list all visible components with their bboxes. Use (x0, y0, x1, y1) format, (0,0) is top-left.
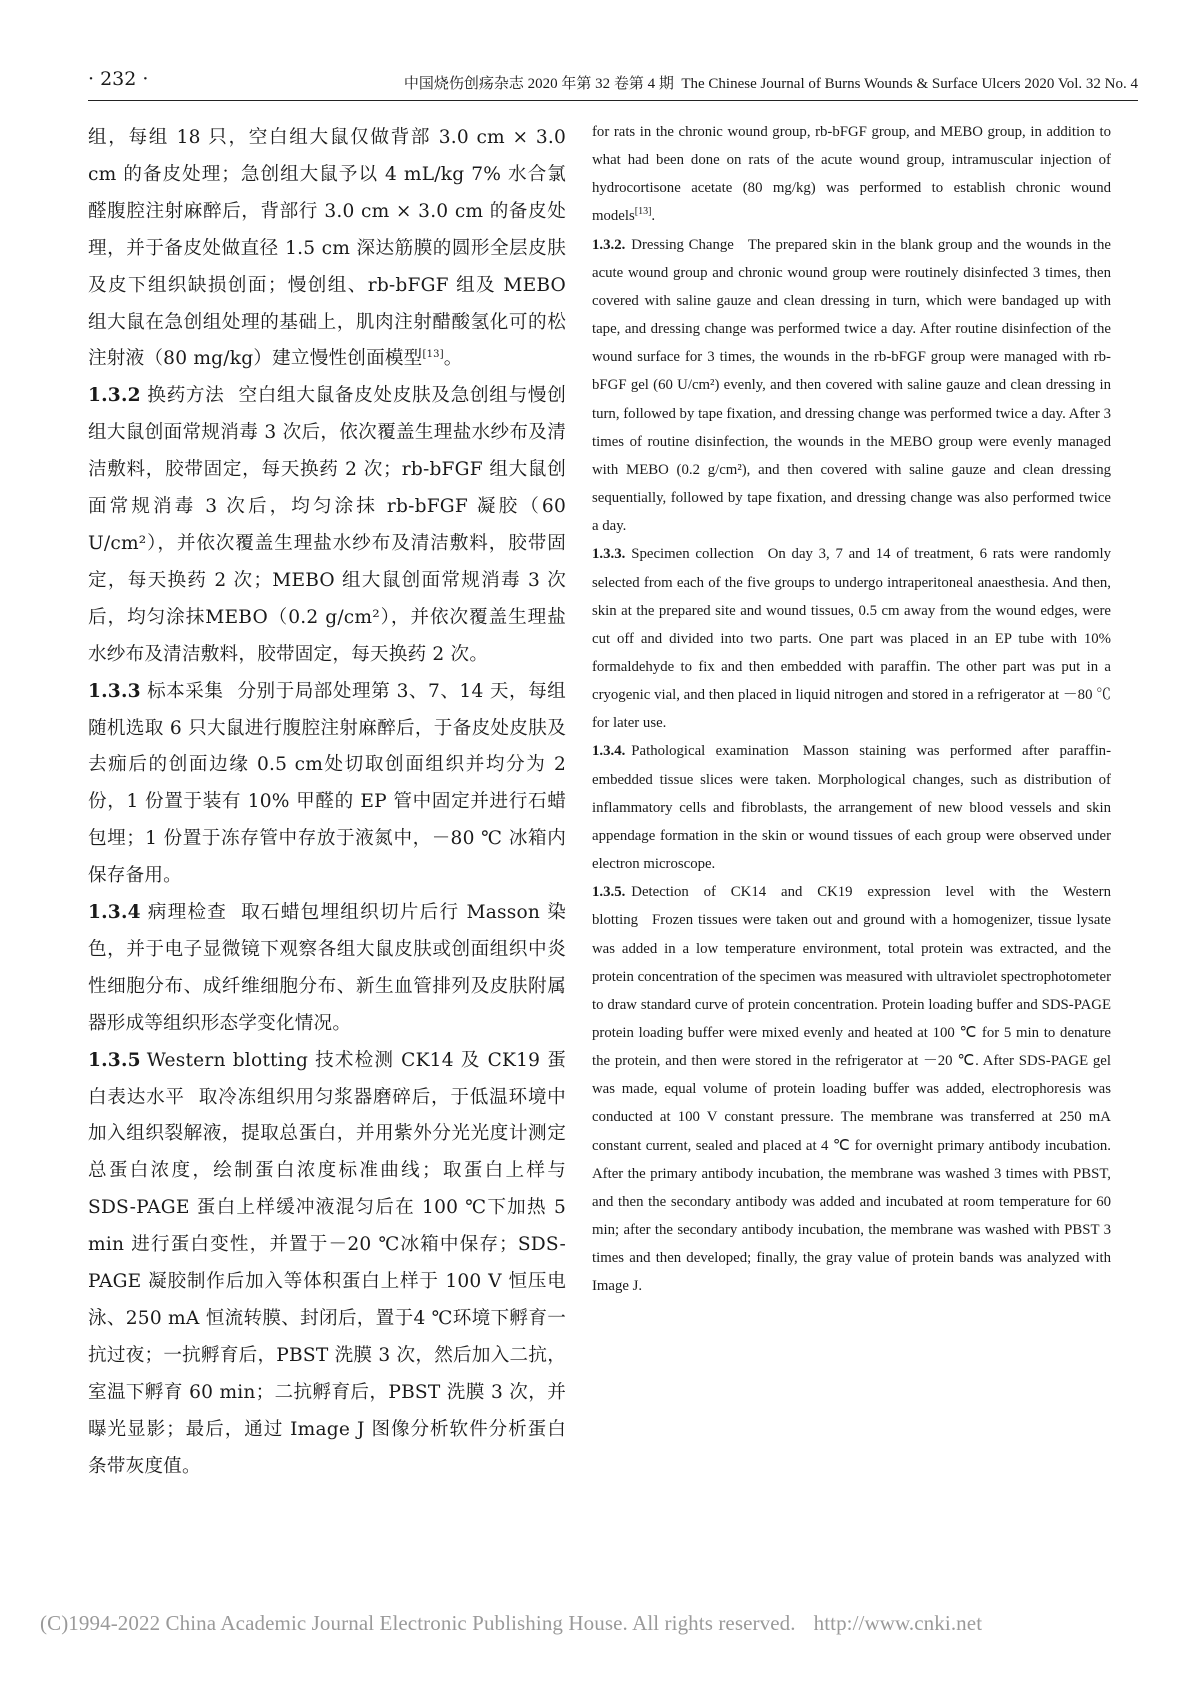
section-title: Specimen collection (631, 546, 754, 563)
section-body: The prepared skin in the blank group and the wounds in the acute wound group and chronic wound group were routinely disinfected 3 times, then covered with saline gauze and clean dressing in turn, which were bandaged up with tape, and dressing change was performed twice a day. After routine disinfection of the wound surface for 3 times, the wounds in the rb-bFGF group were managed with rb-bFGF gel (60 U/cm²) evenly, and then covered with saline gauze and clean dressing in turn, followed by tape fixation, and dressing change was performed twice a day. After 3 times of routine disinfection, the wounds in the MEBO group were evenly managed with MEBO (0.2 g/cm²), and then covered with saline gauze and clean dressing sequentially, followed by tape fixation, and dressing change was also performed twice a day. (592, 236, 1111, 535)
section-title: 标本采集 (146, 680, 224, 702)
section-body: 空白组大鼠备皮处皮肤及急创组与慢创组大鼠创面常规消毒 3 次后，依次覆盖生理盐水纱布及清洁敷料，胶带固定，每天换药 2 次；rb-bFGF 组大鼠创面常规消毒 3 次后，均匀涂抹 rb-bFGF 凝胶（60 U/cm²），并依次覆盖生理盐水纱布及清洁敷料，胶带固定，每天换药 2 次；MEBO 组大鼠创面常规消毒 3 次后，均匀涂抹MEBO（0.2 g/cm²），并依次覆盖生理盐水纱布及清洁敷料，胶带固定，每天换药 2 次。 (88, 385, 566, 665)
right-column-english (592, 118, 1111, 1301)
section-title: Pathological examination (631, 743, 789, 760)
section-number: 1.3.3 (88, 680, 141, 702)
section-title: 病理检查 (146, 902, 228, 924)
section-body: Frozen tissues were taken out and ground with a homogenizer, tissue lysate was added in a low temperature environment, total protein was extracted, and the protein concentration of the specimen was measured with ultraviolet spectrophotometer to draw standard curve of protein concentration. Protein loading buffer and SDS-PAGE protein loading buffer were mixed evenly and heated at 100 ℃ for 5 min to denature the protein, and then were stored in the refrigerator at －20 ℃. After SDS-PAGE gel was made, equal volume of protein loading buffer was added, electrophoresis was conducted at 100 V constant pressure. The membrane was transferred at 250 mA constant current, sealed and placed at 4 ℃ for overnight primary antibody incubation. After the primary antibody incubation, the membrane was washed 3 times with PBST, and then the secondary antibody was added and incubated at room temperature for 60 min; after the secondary antibody incubation, the membrane was washed with PBST 3 times and then developed; finally, the gray value of protein bands was analyzed with Image J. (592, 912, 1111, 1295)
section-body: Masson staining was performed after paraffin-embedded tissue slices were taken. Morphological changes, such as distribution of inflammatory cells and fibroblasts, the arrangement of new blood vessels and skin appendage formation in the skin or wound tissues of each group were observed under electron microscope. (592, 743, 1112, 873)
section-title: Dressing Change (631, 236, 734, 253)
section-en-1-3-4 (592, 737, 1111, 878)
section-en-1-3-3 (592, 540, 1111, 737)
section-body: 取冷冻组织用匀浆器磨碎后，于低温环境中加入组织裂解液，提取总蛋白，并用紫外分光光度计测定总蛋白浓度，绘制蛋白浓度标准曲线；取蛋白上样与 SDS-PAGE 蛋白上样缓冲液混匀后在 100 ℃下加热 5 min 进行蛋白变性，并置于－20 ℃冰箱中保存；SDS-PAGE 凝胶制作后加入等体积蛋白上样于 100 V 恒压电泳、250 mA 恒流转膜、封闭后，置于4 ℃环境下孵育一抗过夜；一抗孵育后，PBST 洗膜 3 次，然后加入二抗，室温下孵育 60 min；二抗孵育后，PBST 洗膜 3 次，并曝光显影；最后，通过 Image J 图像分析软件分析蛋白条带灰度值。 (88, 1086, 566, 1477)
page-header (88, 64, 1138, 101)
section-en-1-3-5 (592, 878, 1111, 1300)
section-en-1-3-2 (592, 231, 1111, 541)
section-cn-1-3-4 (88, 895, 566, 1043)
section-title: 换药方法 (146, 385, 225, 407)
section-cn-1-3-5 (88, 1043, 566, 1486)
section-number: 1.3.5. (592, 884, 626, 901)
section-title: Detection of CK14 and CK19 expression level with the Western blotting (592, 884, 1111, 929)
paragraph-en-intro: for rats in the chronic wound group, rb-bFGF group, and MEBO group, in addition to what had been done on rats of the acute wound group, intramuscular injection of hydrocortisone acetate (80 mg/kg) was performed to establish chronic wound models[13]. (592, 124, 1111, 225)
section-cn-1-3-2 (88, 378, 566, 673)
citation-ref: [13] (422, 349, 444, 361)
section-title: Western blotting 技术检测 CK14 及 CK19 蛋白表达水平 (88, 1049, 566, 1108)
running-head (404, 72, 1138, 93)
section-body: 取石蜡包埋组织切片后行 Masson 染色，并于电子显微镜下观察各组大鼠皮肤或创面组织中炎性细胞分布、成纤维细胞分布、新生血管排列及皮肤附属器形成等组织形态学变化情况。 (88, 902, 566, 1034)
copyright-footer (40, 1611, 1160, 1636)
journal-title-en: The Chinese Journal of Burns Wounds & Surface Ulcers 2020 Vol. 32 No. 4 (681, 76, 1138, 92)
left-column-chinese (88, 120, 566, 1486)
section-number: 1.3.2. (592, 236, 626, 253)
section-number: 1.3.5 (88, 1049, 141, 1071)
section-number: 1.3.3. (592, 546, 626, 563)
section-body: On day 3, 7 and 14 of treatment, 6 rats were randomly selected from each of the five groups to undergo intraperitoneal anaesthesia. And then, skin at the prepared site and wound tissues, 0.5 cm away from the wound edges, were cut off and divided into two parts. One part was placed in an EP tube with 10% formaldehyde to fix and then embedded with paraffin. The other part was put in a cryogenic vial, and then placed in liquid nitrogen and stored in a refrigerator at －80 ℃ for later use. (592, 546, 1111, 732)
paragraph-cn-intro: 组，每组 18 只，空白组大鼠仅做背部 3.0 cm × 3.0 cm 的备皮处理；急创组大鼠予以 4 mL/kg 7% 水合氯醛腹腔注射麻醉后，背部行 3.0 cm × 3.0 cm 的备皮处理，并于备皮处做直径 1.5 cm 深达筋膜的圆形全层皮肤及皮下组织缺损创面；慢创组、rb-bFGF 组及 MEBO 组大鼠在急创组处理的基础上，肌肉注射醋酸氢化可的松注射液（80 mg/kg）建立慢性创面模型[13]。 (88, 127, 566, 370)
journal-title-cn: 中国烧伤创疡杂志 2020 年第 32 卷第 4 期 (403, 76, 674, 92)
page-number: · 232 · (88, 68, 149, 90)
section-body: 分别于局部处理第 3、7、14 天，每组随机选取 6 只大鼠进行腹腔注射麻醉后，于备皮处皮肤及去痂后的创面边缘 0.5 cm处切取创面组织并均分为 2 份，1 份置于装有 10% 甲醛的 EP 管中固定并进行石蜡包埋；1 份置于冻存管中存放于液氮中，－80 ℃ 冰箱内保存备用。 (88, 680, 566, 887)
footer-url[interactable]: http://www.cnki.net (813, 1611, 983, 1635)
citation-ref: [13] (634, 206, 652, 218)
section-cn-1-3-3 (88, 674, 566, 895)
copyright-text: (C)1994-2022 China Academic Journal Electronic Publishing House. All rights reserved. (40, 1611, 796, 1635)
section-number: 1.3.4 (88, 902, 141, 924)
section-number: 1.3.4. (592, 743, 626, 760)
section-number: 1.3.2 (88, 385, 141, 407)
